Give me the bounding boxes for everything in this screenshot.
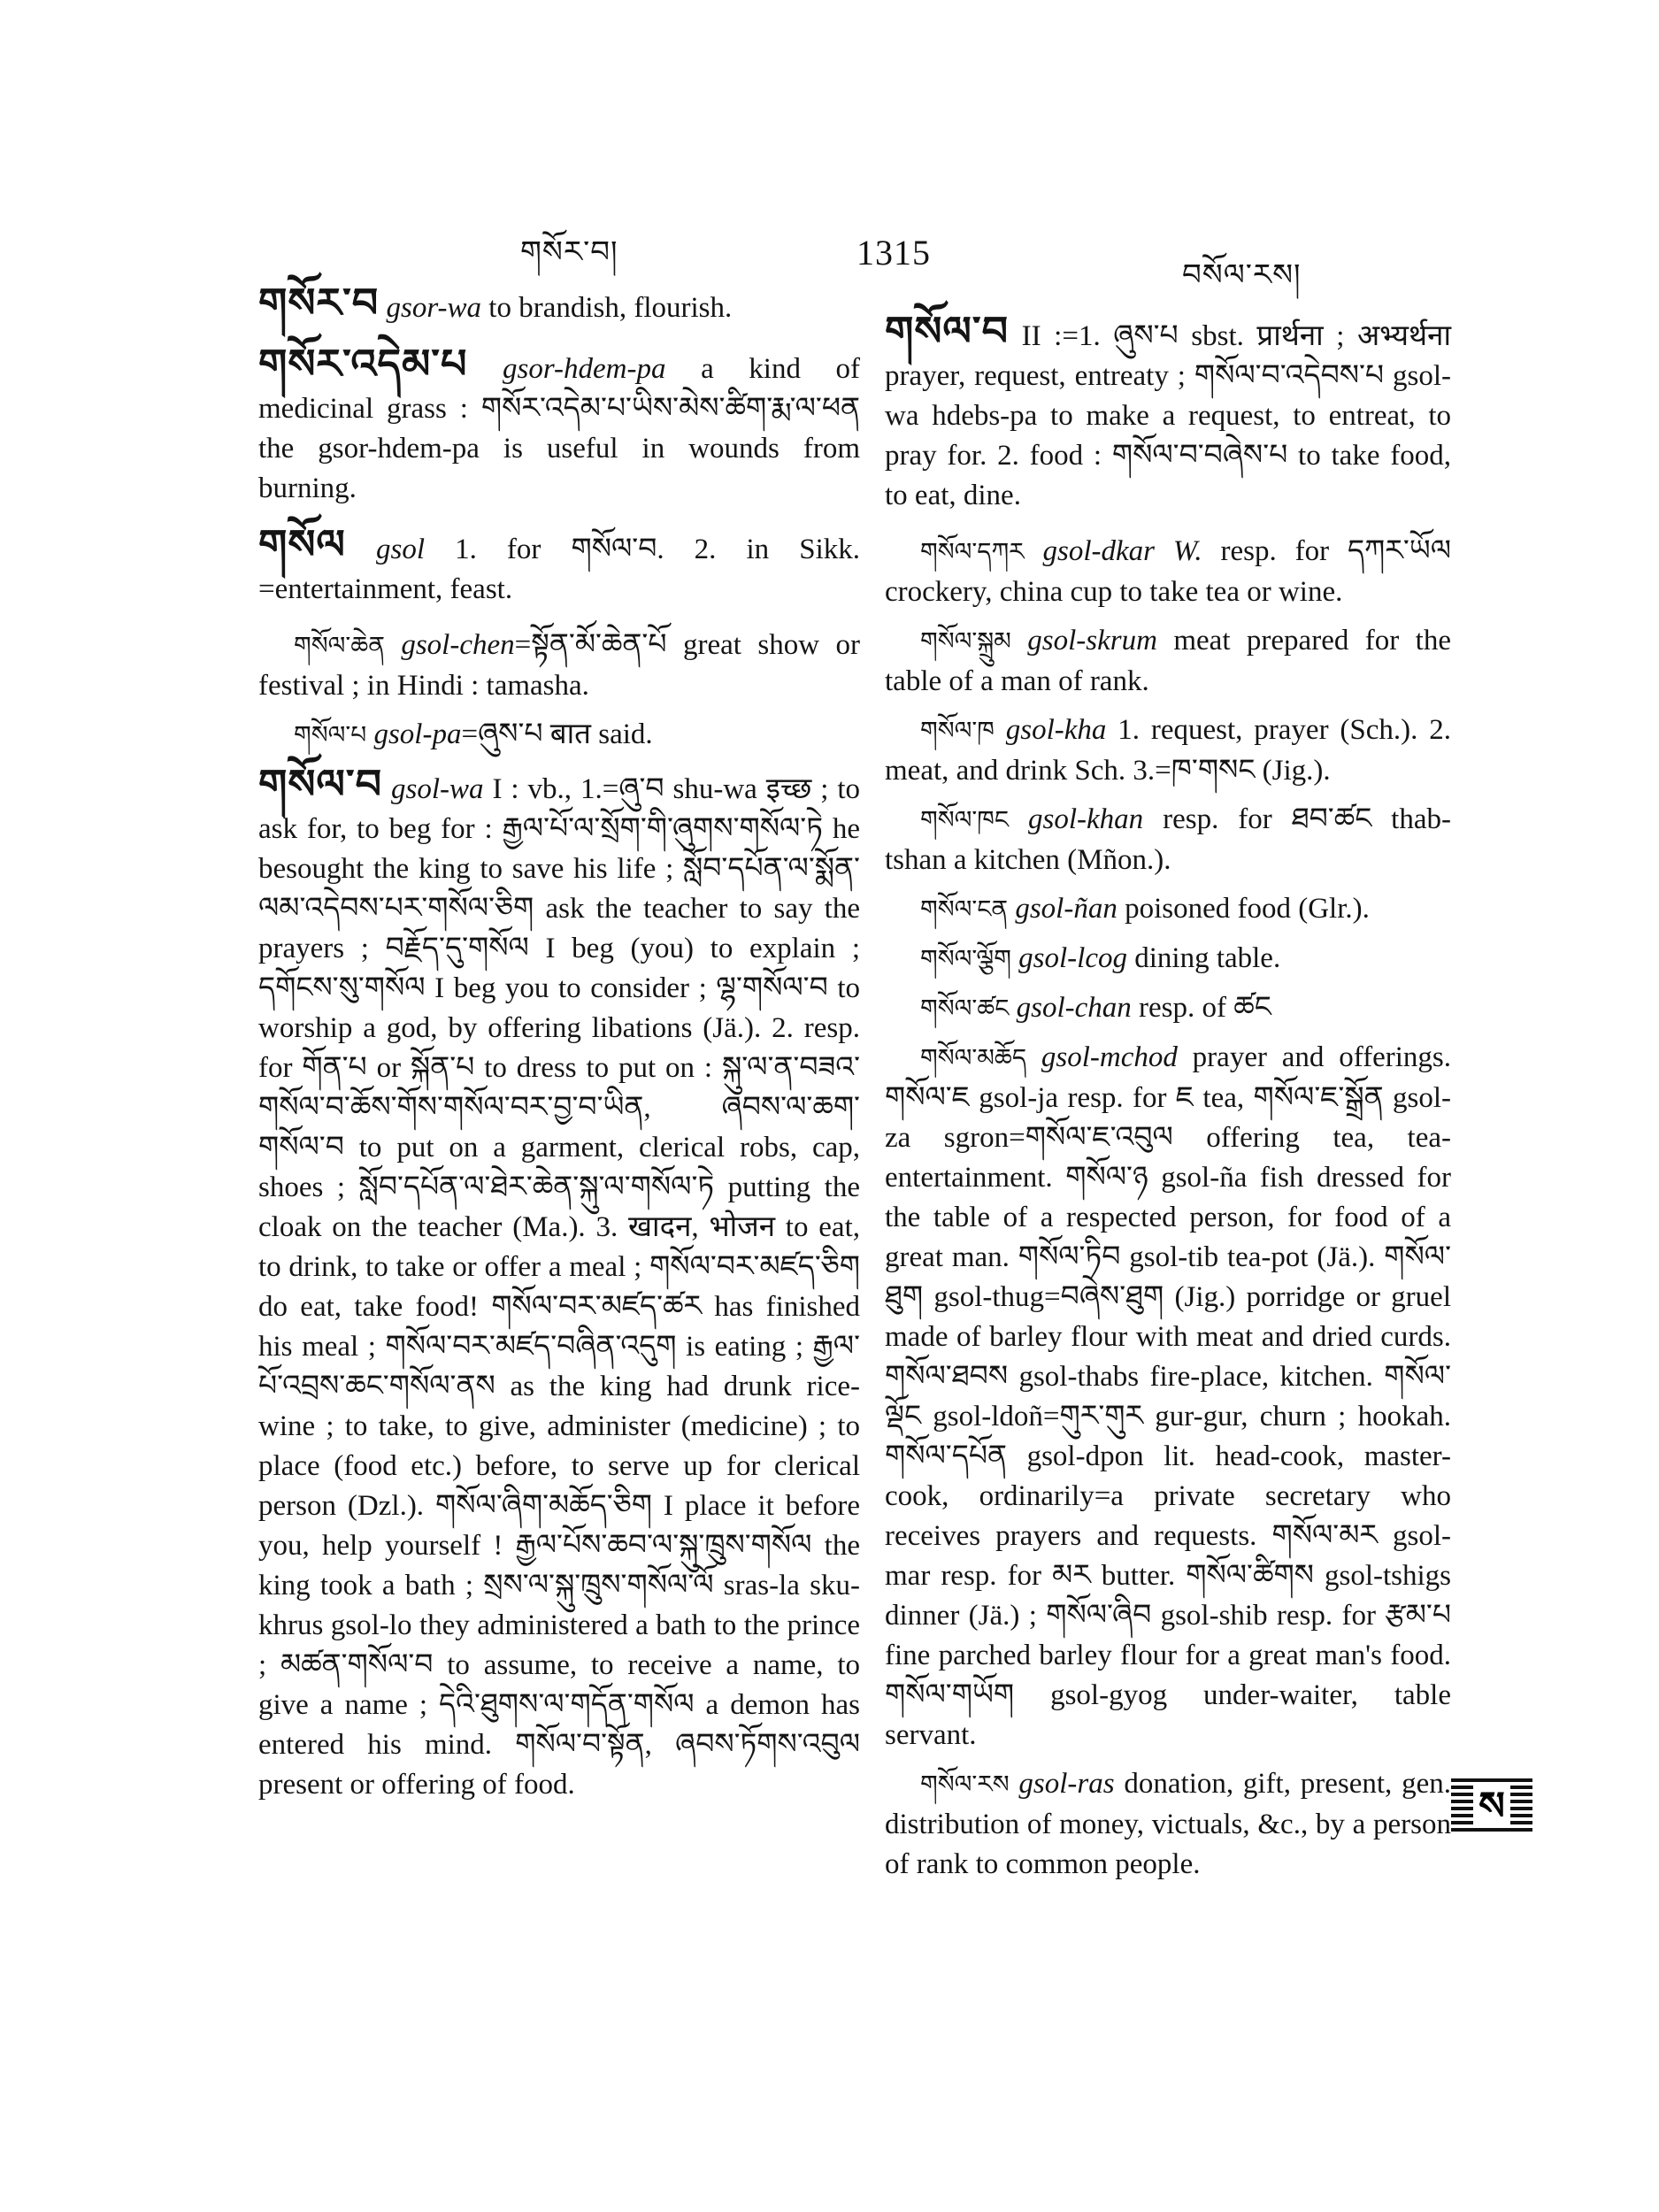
transliteration: gsol-khan — [1027, 803, 1144, 835]
definition: I : vb., 1.=ཞུ་བ shu-wa इच्छ ; to ask for, to beg for : རྒྱལ་པོ་ལ་སྲོག་གི་ཞུགས་གསོལ་ཏེ he besought the king to save his life ; སློབ་དཔོན་ལ་སྨོན་ལམ་འདེབས་པར་གསོལ་ཅིག ask the teacher to say the prayers ; བརྗོད་དུ་གསོལ I beg (you) to explain ; དགོངས་སུ་གསོལ I beg you to consider ; ལྷ་གསོལ་བ to worship a god, by offering libations (Jä.). 2. resp. for གོན་པ or སྐོན་པ to dress to put on : སྐུ་ལ་ན་བཟའ་གསོལ་བ་ཆོས་གོས་གསོལ་བར་བྱ་བ་ཡིན, ཞབས་ལ་ཆག་གསོལ་བ to put on a garment, clerical robs, cap, shoes ; སློབ་དཔོན་ལ་ཐེར་ཆེན་སྐུ་ལ་གསོལ་ཏེ putting the cloak on the teacher (Ma.). 3. खादन, भोजन to eat, to drink, to take or offer a meal ; གསོལ་བར་མཛད་ཅིག do eat, take food! གསོལ་བར་མཛད་ཚར has finished his meal ; གསོལ་བར་མཛད་བཞིན་འདུག is eating ; རྒྱལ་པོ་འབྲས་ཆང་གསོལ་ནས as the king had drunk rice-wine ; to take, to give, administer (medicine) ; to place (food etc.) before, to serve up for clerical person (Dzl.). གསོལ་ཞིག་མཆོད་ཅིག I place it before you, help yourself ! རྒྱལ་པོས་ཆབ་ལ་སྐུ་ཁྲུས་གསོལ the king took a bath ; སྲས་ལ་སྐུ་ཁྲུས་གསོལ་ལོ sras-la sku-khrus gsol-lo they administered a bath to the prince ; མཚན་གསོལ་བ to assume, to receive a name, to give a name ; དེའི་ཐུགས་ལ་གདོན་གསོལ a demon has entered his mind. གསོལ་བ་སྟོན, ཞབས་ཏོགས་འབུལ present or offering of food. — [258, 773, 860, 1801]
sub-headword: གསོལ་དཀར — [920, 539, 1025, 566]
dictionary-entry — [885, 710, 1451, 791]
sub-headword: གསོལ་རས — [920, 1771, 1010, 1799]
transliteration: gsol-lcog — [1018, 942, 1127, 974]
transliteration: gsol-mchod — [1041, 1041, 1178, 1073]
transliteration: gsol — [376, 534, 426, 565]
definition: a kind of medicinal grass : གསོར་འདེམ་པ་ཡིས་མེས་ཚིག་རྨ་ལ་ཕན the gsor-hdem-pa is useful in wounds from burning. — [258, 353, 861, 504]
dictionary-entry — [885, 889, 1451, 930]
headword: གསོར་འདེམ་པ — [258, 342, 468, 387]
definition: poisoned food (Glr.). — [1117, 893, 1370, 925]
sub-headword: གསོལ་ཚང — [920, 995, 1010, 1023]
sub-headword: གསོལ་ཁ — [920, 718, 995, 745]
thumb-index-letter: ས — [1473, 1786, 1510, 1828]
running-head-right: བསོལ་རས། — [1182, 257, 1302, 293]
transliteration: gsol-chen — [401, 629, 515, 661]
definition: dining table. — [1126, 942, 1281, 974]
page-number: 1315 — [856, 233, 931, 273]
transliteration: gsol-kha — [1005, 714, 1107, 746]
headword: གསོལ — [258, 522, 346, 567]
dictionary-entry — [885, 988, 1451, 1029]
dictionary-entry — [885, 311, 1451, 516]
sub-headword: གསོལ་སྐྲུམ — [920, 628, 1011, 656]
dictionary-entry — [258, 344, 860, 509]
transliteration: gsol-dkar W. — [1042, 535, 1202, 567]
transliteration: gsol-chan — [1016, 992, 1132, 1024]
sub-headword: གསོལ་ཆེན — [294, 633, 385, 660]
definition: prayer and offerings. གསོལ་ཇ gsol-ja resp. for ཇ tea, གསོལ་ཇ་སྒྲོན gsol-za sgron=གསོལ་ཇ་འབུལ offering tea, tea-entertainment. གསོལ་ཉ gsol-ña fish dressed for the table of a respected person, for food of a great man. གསོལ་ཏིབ gsol-tib tea-pot (Jä.). གསོལ་ཐུག gsol-thug=བཞེས་ཐུག (Jig.) porridge or gruel made of barley flour with meat and dried curds. གསོལ་ཐབས gsol-thabs fire-place, kitchen. གསོལ་ལྡོང gsol-ldoñ=གུར་གུར gur-gur, churn ; hookah. གསོལ་དཔོན gsol-dpon lit. head-cook, master-cook, ordinarily=a private secretary who receives prayers and requests. གསོལ་མར gsol-mar resp. for མར butter. གསོལ་ཚིགས gsol-tshigs dinner (Jä.) ; གསོལ་ཞིབ gsol-shib resp. for རྩམ་པ fine parched barley flour for a great man's food. གསོལ་གཡོག gsol-gyog under-waiter, table servant. — [885, 1041, 1451, 1751]
definition: =སྟོན་མོ་ཆེན་པོ great show or festival ; in Hindi : tamasha. — [258, 629, 861, 702]
headword: གསོལ་བ — [885, 309, 1010, 354]
definition: =ཞུས་པ बात said. — [461, 718, 653, 750]
dictionary-entry — [885, 800, 1451, 880]
definition: to brandish, flourish. — [481, 292, 733, 324]
definition: resp. for ཐབ་ཚང thab-tshan a kitchen (Mñon.). — [885, 803, 1451, 876]
running-head-left: གསོར་བ། — [520, 234, 618, 270]
transliteration: gsor-wa — [386, 292, 482, 324]
definition: donation, gift, present, gen. distribution of money, victuals, &c., by a person of rank to common people. — [885, 1768, 1451, 1880]
definition: resp. for དཀར་ཡོལ crockery, china cup to take tea or wine. — [885, 535, 1452, 608]
transliteration: gsor-hdem-pa — [503, 353, 666, 385]
definition: II :=1. ཞུས་པ sbst. प्रार्थना ; अभ्यर्थना prayer, request, entreaty ; གསོལ་བ་འདེབས་པ gsol-wa hdebs-pa to make a request, to entreat, to pray for. 2. food : གསོལ་བ་བཞེས་པ to take food, to eat, dine. — [885, 320, 1451, 511]
definition: resp. of ཚང — [1131, 992, 1271, 1024]
dictionary-entry — [885, 1764, 1451, 1885]
dictionary-entry — [258, 280, 860, 328]
sub-headword: གསོལ་ལྕོག — [920, 946, 1011, 973]
transliteration: gsol-ñan — [1015, 893, 1118, 925]
headword: གསོར་བ — [258, 280, 380, 326]
headword: གསོལ་བ — [258, 762, 383, 807]
sub-headword: གསོལ་ངན — [920, 896, 1009, 924]
left-column — [258, 280, 861, 1821]
dictionary-entry — [885, 532, 1451, 612]
sub-headword: གསོལ་པ — [294, 722, 367, 749]
dictionary-entry — [258, 626, 860, 706]
thumb-index-tab — [1451, 1778, 1532, 1835]
dictionary-entry — [885, 621, 1451, 702]
dictionary-entry — [885, 1038, 1451, 1755]
dictionary-entry — [885, 939, 1451, 979]
transliteration: gsol-wa — [391, 773, 484, 805]
right-column — [885, 311, 1451, 1893]
dictionary-entry — [258, 764, 860, 1805]
sub-headword: གསོལ་ཁང — [920, 807, 1010, 834]
transliteration: gsol-skrum — [1027, 625, 1157, 657]
transliteration: gsol-pa — [373, 718, 462, 750]
definition: 1. for གསོལ་བ. 2. in Sikk. =entertainment, feast. — [258, 534, 861, 605]
definition: meat prepared for the table of a man of rank. — [885, 625, 1451, 697]
transliteration: gsol-ras — [1018, 1768, 1115, 1800]
dictionary-entry — [258, 522, 861, 610]
sub-headword: གསོལ་མཆོད — [920, 1045, 1027, 1072]
dictionary-entry — [258, 715, 860, 756]
definition: 1. request, prayer (Sch.). 2. meat, and drink Sch. 3.=ཁ་གསང (Jig.). — [885, 714, 1452, 787]
